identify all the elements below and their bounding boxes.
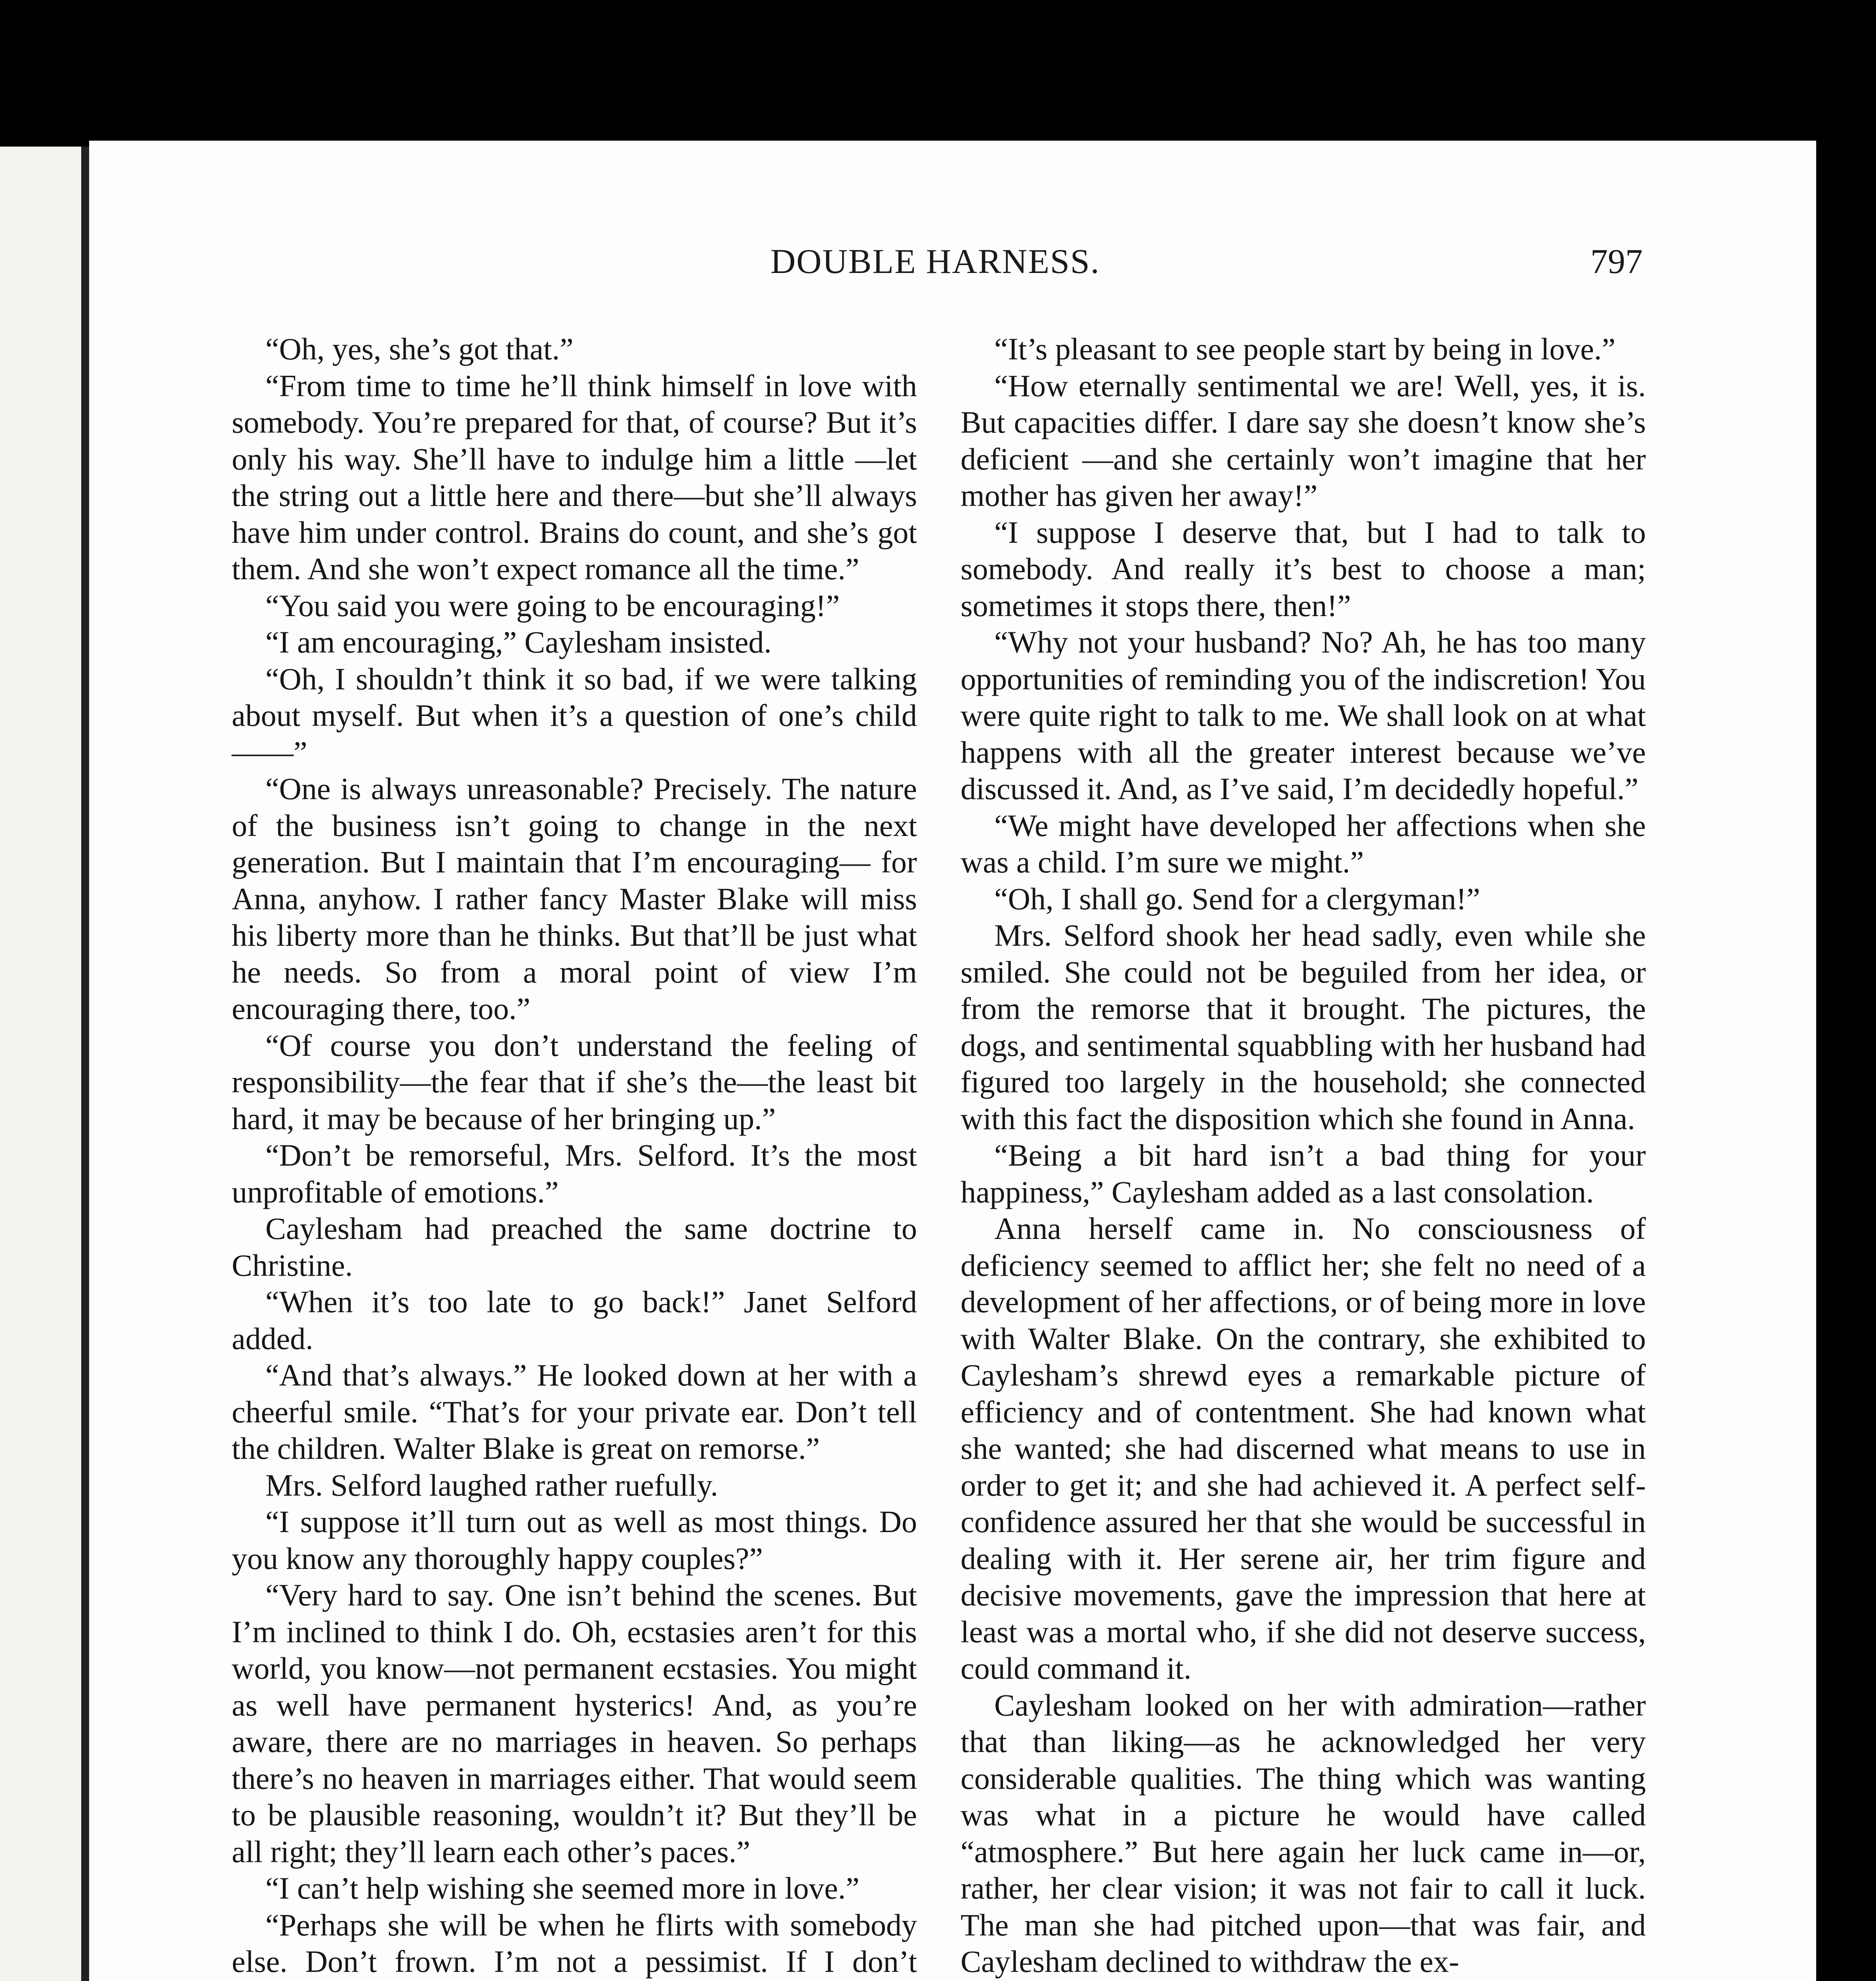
page-number: 797 xyxy=(1590,242,1643,281)
paragraph: “I can’t help wishing she seemed more in love.” xyxy=(265,1871,860,1905)
paragraph: Caylesham had preached the same doctrine to Christine. xyxy=(232,1211,917,1282)
paragraph: “I suppose I deserve that, but I had to talk to somebody. And really it’s best to choose a man; sometimes it stops there, then!” xyxy=(961,515,1646,623)
paragraph: “Oh, I shall go. Send for a clergyman!” xyxy=(994,881,1480,916)
paragraph: Caylesham looked on her with admiration—rather that than liking—as he acknowledged her very considerable qualities. The thing which was wanting was what in a picture he would have called “atmosphere.” But here again her luck came in—or, rather, her clear vision; it was not fair to call it luck. The man she had pitched upon—that was fair, and Caylesham declined to withdraw the ex- xyxy=(961,1687,1646,1979)
paragraph: “Oh, I shouldn’t think it so bad, if we were talking about myself. But when it’s a question of one’s child——” xyxy=(232,661,917,769)
facing-page-edge xyxy=(0,147,81,1981)
paragraph: “You said you were going to be encouraging!” xyxy=(265,588,840,623)
left-column xyxy=(232,331,917,1981)
right-column xyxy=(961,331,1646,1980)
page-gutter xyxy=(81,147,89,1981)
paragraph: “Perhaps she will be when he flirts with somebody else. Don’t frown. I’m not a pessimist. If I don’t xyxy=(232,1907,917,1979)
paragraph: “I suppose it’ll turn out as well as most things. Do you know any thoroughly happy couples?” xyxy=(232,1504,917,1576)
paragraph: “Oh, yes, she’s got that.” xyxy=(265,332,574,366)
running-title: DOUBLE HARNESS. xyxy=(770,242,1100,281)
paragraph: “Why not your husband? No? Ah, he has too many opportunities of reminding you of the indiscretion! You were quite right to talk to me. We shall look on at what happens with all the greater interest because we’ve discussed it. And, as I’ve said, I’m decidedly hopeful.” xyxy=(961,625,1646,806)
paragraph: Mrs. Selford laughed rather ruefully. xyxy=(265,1468,718,1502)
paragraph: “It’s pleasant to see people start by being in love.” xyxy=(994,332,1616,366)
paragraph: “One is always unreasonable? Precisely. The nature of the business isn’t going to change in the next generation. But I maintain that I’m encouraging— for Anna, anyhow. I rather fancy Master Blake will miss his liberty more than he thinks. But that’ll be just what he needs. So from a moral point of view I’m encouraging there, too.” xyxy=(232,771,917,1026)
paragraph: “How eternally sentimental we are! Well, yes, it is. But capacities differ. I dare say she doesn’t know she’s deficient —and she certainly won’t imagine that her mother has given her away!” xyxy=(961,368,1646,513)
paragraph: Anna herself came in. No consciousness of deficiency seemed to afflict her; she felt no need of a development of her affections, or of being more in love with Walter Blake. On the contrary, she exhibited to Caylesham’s shrewd eyes a remarkable picture of efficiency and of contentment. She had known what she wanted; she had discerned what means to use in order to get it; and she had achieved it. A perfect self-confidence assured her that she would be successful in dealing with it. Her serene air, her trim figure and decisive movements, gave the impression that here at least was a mortal who, if she did not deserve success, could command it. xyxy=(961,1211,1646,1685)
paragraph: “We might have developed her affections when she was a child. I’m sure we might.” xyxy=(961,808,1646,879)
paragraph: “Being a bit hard isn’t a bad thing for your happiness,” Caylesham added as a last consolation. xyxy=(961,1138,1646,1209)
paragraph: “Of course you don’t understand the feeling of responsibility—the fear that if she’s the—the least bit hard, it may be because of her bringing up.” xyxy=(232,1028,917,1136)
paragraph: “I am encouraging,” Caylesham insisted. xyxy=(265,625,772,659)
paragraph: Mrs. Selford shook her head sadly, even while she smiled. She could not be beguiled from her idea, or from the remorse that it brought. The pictures, the dogs, and sentimental squabbling with her husband had figured too largely in the household; she connected with this fact the disposition which she found in Anna. xyxy=(961,918,1646,1136)
paragraph: “Don’t be remorseful, Mrs. Selford. It’s the most unprofitable of emotions.” xyxy=(232,1138,917,1209)
book-page xyxy=(89,141,1816,1981)
paragraph: “When it’s too late to go back!” Janet Selford added. xyxy=(232,1284,917,1356)
paragraph: “Very hard to say. One isn’t behind the scenes. But I’m inclined to think I do. Oh, ecstasies aren’t for this world, you know—not permanent ecstasies. You might as well have permanent hysterics! And, as you’re aware, there are no marriages in heaven. So perhaps there’s no heaven in marriages either. That would seem to be plausible reasoning, wouldn’t it? But they’ll be all right; they’ll learn each other’s paces.” xyxy=(232,1578,917,1869)
paragraph: “And that’s always.” He looked down at her with a cheerful smile. “That’s for your private ear. Don’t tell the children. Walter Blake is great on remorse.” xyxy=(232,1358,917,1466)
paragraph: “From time to time he’ll think himself in love with somebody. You’re prepared for that, of course? But it’s only his way. She’ll have to indulge him a little —let the string out a little here and there—but she’ll always have him under control. Brains do count, and she’s got them. And she won’t expect romance all the time.” xyxy=(232,368,917,586)
